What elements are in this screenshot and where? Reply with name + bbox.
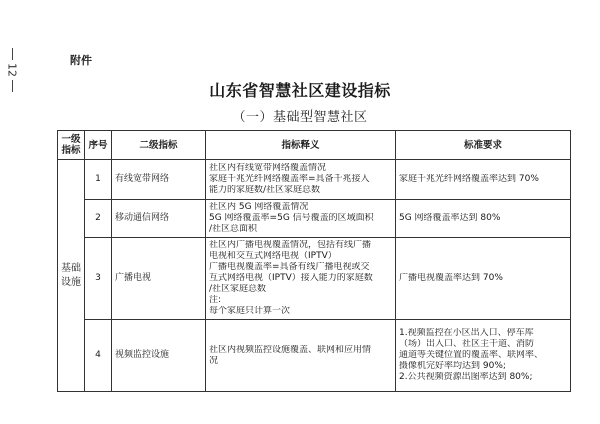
standard-cell	[396, 160, 571, 200]
level2-cell: 广播电视	[112, 238, 206, 320]
standard-line: 摄像机完好率均达到 90%;	[399, 361, 506, 371]
seq-cell: 4	[85, 320, 112, 392]
standard-line: 家庭千兆光纤网络覆盖率达到 70%	[399, 174, 539, 184]
definition-line: /社区家庭总数	[209, 284, 267, 294]
page-number-text: 12	[5, 63, 19, 77]
definition-cell	[206, 200, 396, 238]
indicator-table	[57, 130, 571, 392]
definition-line: /社区总面积	[209, 224, 258, 234]
category-line: 基础	[61, 262, 81, 274]
definition-line: 家庭千兆光纤网络覆盖率=具备千兆接入	[209, 174, 370, 184]
standard-cell	[396, 320, 571, 392]
standard-line: 5G 网络覆盖率达到 80%	[399, 213, 501, 223]
standard-cell	[396, 238, 571, 320]
table-header-row	[58, 131, 571, 160]
attachment-label: 附件	[70, 54, 92, 67]
document-title: 山东省智慧社区建设指标	[209, 81, 391, 100]
header-standard: 标准要求	[396, 131, 571, 160]
definition-line: 社区内广播电视覆盖情况，包括有线广播	[209, 240, 372, 250]
seq-cell: 3	[85, 238, 112, 320]
level2-cell: 移动通信网络	[112, 200, 206, 238]
standard-cell	[396, 200, 571, 238]
category-line: 设施	[61, 276, 81, 288]
level2-cell: 视频监控设施	[112, 320, 206, 392]
definition-line: 社区内有线宽带网络覆盖情况	[209, 163, 327, 173]
table-row	[58, 320, 571, 392]
table-body	[58, 160, 571, 392]
definition-cell	[206, 238, 396, 320]
definition-line: 注:	[209, 295, 222, 305]
header-level2: 二级指标	[112, 131, 206, 160]
definition-line: 社区内 5G 网络覆盖情况	[209, 202, 309, 212]
header-level1-line: 一级	[61, 134, 81, 145]
header-level1-line: 指标	[61, 145, 81, 156]
definition-line: 互式网络电视（IPTV）接入能力的家庭数	[209, 273, 373, 283]
header-definition: 指标释义	[206, 131, 396, 160]
page-number-dash-top	[12, 48, 13, 60]
header-level1	[58, 131, 85, 160]
standard-line: 2.公共视频资源出图率达到 80%;	[399, 372, 533, 382]
definition-line: 社区内视频监控设施覆盖、联网和应用情	[209, 344, 372, 355]
definition-cell	[206, 160, 396, 200]
level2-cell: 有线宽带网络	[112, 160, 206, 200]
table-row	[58, 160, 571, 200]
header-seq: 序号	[85, 131, 112, 160]
section-subtitle: （一）基础型智慧社区	[232, 110, 368, 125]
standard-line: （场）出入口、社区主干道、消防	[399, 339, 535, 349]
standard-line: 广播电视覆盖率达到 70%	[399, 273, 503, 283]
definition-line: 广播电视覆盖率=具备有线广播电视或交	[209, 262, 370, 272]
definition-line: 5G 网络覆盖率=5G 信号覆盖的区域面积	[209, 213, 374, 223]
standard-line: 通道等关键位置的覆盖率、联网率、	[399, 350, 544, 360]
definition-cell	[206, 320, 396, 392]
seq-cell: 2	[85, 200, 112, 238]
table-row	[58, 238, 571, 320]
definition-line: 能力的家庭数/社区家庭总数	[209, 185, 321, 195]
definition-line: 况	[209, 355, 219, 366]
definition-line: 每个家庭只计算一次	[209, 306, 291, 316]
standard-line: 1.视频监控在小区出入口、停车库	[399, 328, 534, 338]
definition-line: 电视和交互式网络电视（IPTV）	[209, 251, 337, 261]
category-cell	[58, 160, 85, 392]
table-row	[58, 200, 571, 238]
seq-cell: 1	[85, 160, 112, 200]
